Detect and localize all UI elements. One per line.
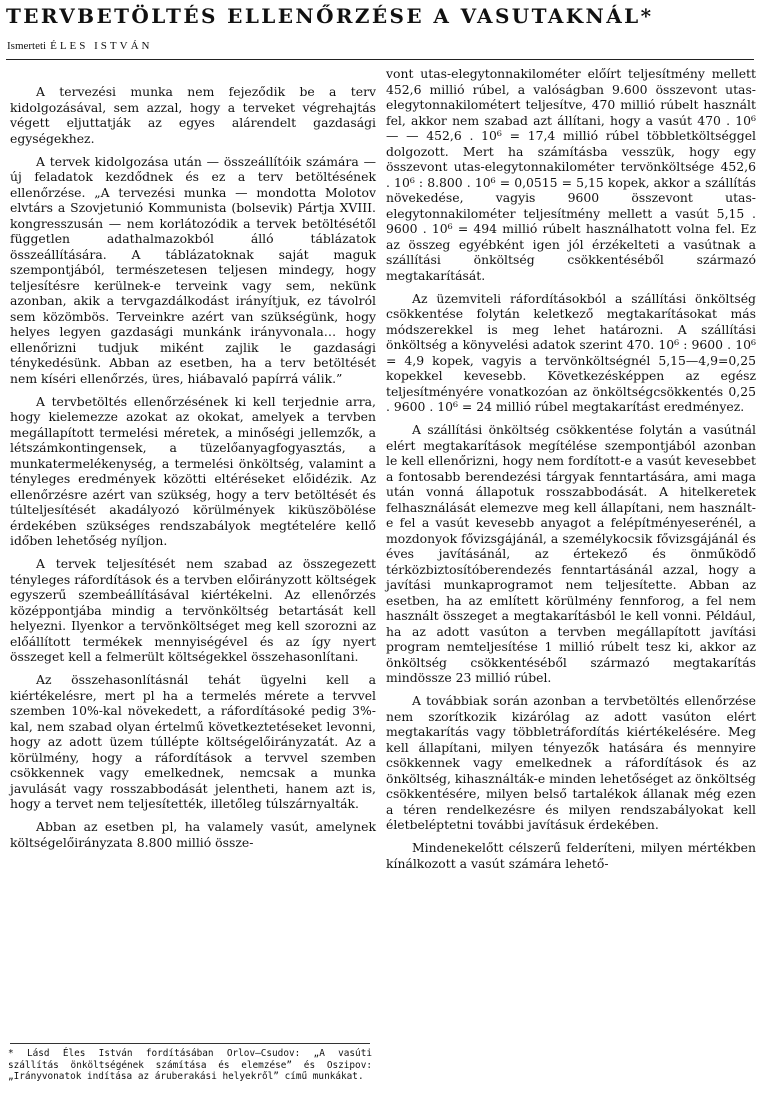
paragraph: vont utas-elegytonnakilométer előírt teljesítmény mellett 452,6 millió rúbel, a valóságban 9.600 összevont utas-elegytonnakilométert teljesítve, 470 millió rúbelt használt fel, akkor nem szabad azt állítani, hogy a vasút 470 . 10⁶ — — 452,6 . 10⁶ = 17,4 millió rúbel többletköltséggel dolgozott. Mert ha számításba vesszük, hogy egy összevont utas-elegytonnakilométer tervönköltsége 452,6 . 10⁶ : 8.800 . 10⁶ = 0,0515 = 5,15 kopek, akkor a szállítás növekedése, vagyis 9600 összevont utas-elegytonnakilométer teljesítmény mellett a vasút 5,15 . 9600 . 10⁶ = 494 millió rúbelt használhatott volna fel. Ez az összeg egyébként igen jól érzékelteti a vasútnak a szállítási önköltség csökkentéséből származó megtakarítását. (386, 66, 756, 283)
author-name: ÉLES ISTVÁN (50, 40, 153, 52)
paragraph: Abban az esetben pl, ha valamely vasút, amelynek költségelőirányzata 8.800 millió össze- (10, 819, 376, 850)
left-column (10, 84, 376, 858)
paragraph: Mindenekelőtt célszerű felderíteni, milyen mértékben kínálkozott a vasút számára lehető- (386, 840, 756, 871)
article-title: TERVBETÖLTÉS ELLENŐRZÉSE A VASUTAKNÁL* (6, 4, 654, 28)
footnote: * Lásd Éles István fordításában Orlov—Csudov: „A vasúti szállítás önköltségének számítása és elemzése” és Oszipov: „Irányvonatok indítása az áruberakási helyekről” című munkákat. (8, 1048, 372, 1082)
paragraph: A szállítási önköltség csökkentése folytán a vasútnál elért megtakarítások megítélése szempontjából azonban le kell ellenőrizni, hogy nem fordított-e a vasút kevesebbet a fontosabb berendezési tárgyak fenntartására, ami maga után vonná állapotuk rosszabbodását. A hitelkeretek felhasználását elemezve meg kell állapítani, nem használt-e fel a vasút kevesebb anyagot a felépítményeserénél, a mozdonyok fővizsgájánál, a személykocsik fővizsgájánál és éves javításánál, az értekező és önműködő térközbiztosítóberendezés fenntartásánál azzal, hogy a javítási munkaprogramot nem teljesítette. Abban az esetben, ha az említett körülmény fennforog, a fel nem használt összeget a megtakarításból le kell vonni. Például, ha az adott vasúton a tervben megállapított javítási program nemteljesítése 1 millió rúbelt tesz ki, akkor az önköltség csökkentéséből származó megtakarítás mindössze 23 millió rúbel. (386, 422, 756, 685)
paragraph: A tervbetöltés ellenőrzésének ki kell terjednie arra, hogy kielemezze azokat az okokat, amelyek a tervben megállapított termelési méretek, a minőségi jellemzők, a létszámkontingensek, a tüzelőanyagfogyasztás, a munkatermelékenység, a termelési önköltség, valamint a tényleges eredmények közötti eltéréseket előidézik. Az ellenőrzésre azért van szükség, hogy a terv betöltését és túlteljesítését akadályozó körülmények kiküszöbölése érdekében szükséges rendszabályok megtételére kellő időben lehetőség nyíljon. (10, 393, 376, 548)
paragraph: Az üzemviteli ráfordításokból a szállítási önköltség csökkentése folytán keletkező megtakarításokat más módszerekkel is meg lehet határozni. A szállítási önköltség a könyvelési adatok szerint 470. 10⁶ : 9600 . 10⁶ = 4,9 kopek, vagyis a tervönköltségnél 5,15—4,9=0,25 kopekkel kevesebb. Következésképpen az egész teljesítményére vonatkozóan az önköltségcsökkentés 0,25 . 9600 . 10⁶ = 24 millió rúbel megtakarítást eredményez. (386, 290, 756, 414)
title-divider (6, 59, 754, 60)
author-line (7, 40, 152, 52)
paragraph: A tervek teljesítését nem szabad az összegezett tényleges ráfordítások és a tervben előirányzott költségek egyszerű szembeállításával kiértékelni. Az ellenőrzés középpontjába mindig a tervönköltség betartását kell helyezni. Ilyenkor a tervönköltséget meg kell szorozni az előállított termékek mennyiségével és az így nyert összeget kell a felmerült költségekkel összehasonlítani. (10, 556, 376, 664)
paragraph: A tervezési munka nem fejeződik be a terv kidolgozásával, sem azzal, hogy a terveket végrehajtás végett eljuttatják az egyes alárendelt gazdasági egységekhez. (10, 84, 376, 146)
paragraph: A továbbiak során azonban a tervbetöltés ellenőrzése nem szorítkozik kizárólag az adott vasúton elért megtakarítás vagy többletráfordítás kiértékelésére. Meg kell állapítani, milyen tényezők hatására és mennyire csökkennek vagy emelkednek a ráfordítások és az önköltség, kihasználták-e minden lehetőséget az önköltség csökkentésére, milyen belső tartalékok állanak még ezen a téren rendelkezésre és milyen rendszabályokat kell életbeléptetni további javításuk érdekében. (386, 693, 756, 832)
paragraph: Az összehasonlításnál tehát ügyelni kell a kiértékelésre, mert pl ha a termelés mérete a tervvel szemben 10%-kal növekedett, a ráfordításoké pedig 3%-kal, nem szabad olyan értelmű következtetéseket levonni, hogy az adott üzem túllépte költségelőirányzatát. Az a körülmény, hogy a ráfordítások a tervvel szemben csökkennek vagy emelkednek, nemcsak a munka javulását vagy rosszabbodását jelentheti, hanem azt is, hogy a tervet nem teljesítették, illetőleg túlszárnyalták. (10, 672, 376, 811)
right-column (386, 66, 756, 879)
paragraph: A tervek kidolgozása után — összeállítóik számára — új feladatok kezdődnek és ez a terv betöltésének ellenőrzése. „A tervezési munka — mondotta Molotov elvtárs a Szovjetunió Kommunista (bolsevik) Pártja XVIII. kongresszusán — nem korlátozódik a tervek betöltésétől független adathalmazokból álló táblázatok összeállítására. A táblázatoknak saját maguk szempontjából, természetesen teljesen mindegy, hogy teljesítésre kerülnek-e terveink vagy sem, nekünk azonban, akik a tervgazdálkodást irányítjuk, ez távolról sem közömbös. Terveinkre azért van szükségünk, hogy helyes legyen gazdasági munkánk irányvonala… hogy ellenőrizni tudjuk miként zajlik le gazdasági ténykedésünk. Abban az esetben, ha a terv betöltését nem kíséri ellenőrzés, üres, hiábavaló papírrá válik.” (10, 153, 376, 386)
footnote-divider (10, 1043, 370, 1044)
author-prefix: Ismerteti (7, 40, 47, 52)
